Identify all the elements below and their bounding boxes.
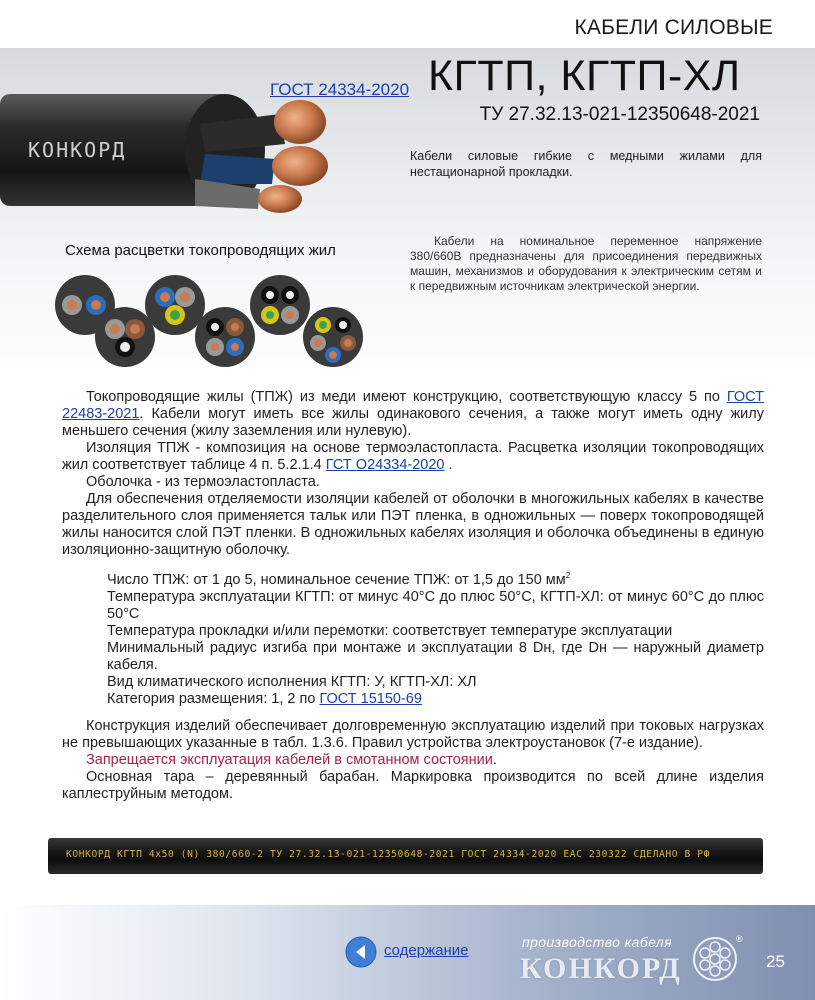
scheme-4-cores xyxy=(195,307,255,367)
spec-cores: Число ТПЖ: от 1 до 5, номинальное сечение ТПЖ: от 1,5 до 150 $мм^2$ xyxy=(107,571,571,588)
page-number: 25 xyxy=(766,952,785,971)
paragraph-durability: Конструкция изделий обеспечивает долговременную эксплуатацию изделий при токовых нагрузках не превышающих указанные в табл. 1.3.6. Правил устройства электроустановок (7-е издание). xyxy=(62,717,764,751)
spec-laying-temperature: Температура прокладки и/или перемотки: соответствует температуре эксплуатации xyxy=(107,622,673,639)
registered-mark: ® xyxy=(736,934,743,944)
gost-15150-link[interactable]: ГОСТ 15150-69 xyxy=(319,690,422,707)
gost-22483-link[interactable]: ГОСТ 22483-2021 xyxy=(62,389,764,422)
core-color-scheme xyxy=(45,275,385,375)
gost-24334-link[interactable]: ГСТ О24334-2020 xyxy=(325,457,445,473)
paragraph-packaging: Основная тара – деревянный барабан. Маркировка производится по всей длине изделия каплеструйным методом. xyxy=(62,768,764,802)
short-description: Кабели силовые гибкие с медными жилами для нестационарной прокладки. xyxy=(410,149,762,179)
spec-temperature: Температура эксплуатации КГТП: от минус 40°С до плюс 50°С, КГТП-ХЛ: от минус 60°С до плюс 50°С xyxy=(107,588,764,622)
spec-climate: Вид климатического исполнения КГТП: У, КГТП-ХЛ: ХЛ xyxy=(107,673,477,690)
spec-placement: Категория размещения: 1, 2 по ГОСТ 15150-69 xyxy=(107,690,422,707)
usage-description: Кабели на номинальное переменное напряжение 380/660В предназначены для присоединения передвижных машин, механизмов и оборудования к электрическим сетям и к передвижным источникам электрической энергии. xyxy=(410,234,762,293)
brand-logo-icon xyxy=(692,936,738,982)
paragraph-warning: Запрещается эксплуатация кабелей в смотанном состоянии. xyxy=(86,751,497,768)
paragraph-sheath: Оболочка - из термоэластопласта. xyxy=(86,474,320,490)
specs-list xyxy=(62,567,764,708)
spec-bend-radius: Минимальный радиус изгиба при монтаже и эксплуатации 8 Dн, где Dн — наружный диаметр кабеля. xyxy=(107,639,764,673)
paragraph-conductors: Токопроводящие жилы (ТПЖ) из меди имеют конструкцию, соответствующую классу 5 по ГОСТ 22483-2021. Кабели могут иметь все жилы одинакового сечения, а также могут иметь одну жилу меньшего сечения (жилу заземления или нулевую). xyxy=(62,389,764,439)
color-scheme-title: Схема расцветки токопроводящих жил xyxy=(65,242,336,259)
paragraph-insulation: Изоляция ТПЖ - композиция на основе термоэластопласта. Расцветка изоляции токопроводящих жил соответствует таблице 4 п. 5.2.1.4 ГСТ О24334-2020 . xyxy=(62,440,764,473)
gost-link[interactable]: ГОСТ 24334-2020 xyxy=(270,80,410,99)
cable-brand-text: КОНКОРД xyxy=(28,138,127,162)
tu-spec: ТУ 27.32.13-021-12350648-2021 xyxy=(479,104,760,125)
scheme-3-cores-ground xyxy=(145,275,205,335)
brand-logo-text: КОНКОРД xyxy=(520,952,682,985)
section-title: КАБЕЛИ СИЛОВЫЕ xyxy=(574,16,773,39)
back-arrow-icon[interactable] xyxy=(345,936,377,968)
top-bar xyxy=(0,0,815,48)
warning-text: Запрещается эксплуатация кабелей в смотанном состоянии xyxy=(86,751,493,768)
main-text xyxy=(62,389,764,803)
contents-link[interactable]: содержание xyxy=(384,942,469,959)
scheme-5-cores xyxy=(303,307,363,367)
production-label: производство кабеля xyxy=(522,934,672,950)
marking-text: КОНКОРД КГТП 4х50 (N) 380/660-2 ТУ 27.32.13-021-12350648-2021 ГОСТ 24334-2020 ЕАС 230322 СДЕЛАНО В РФ xyxy=(66,849,710,860)
cable-marking-strip xyxy=(48,838,763,874)
scheme-3-cores xyxy=(95,307,155,367)
paragraph-separation: Для обеспечения отделяемости изоляции кабелей от оболочки в многожильных кабелях в качестве разделительного слоя применяется тальк или ПЭТ пленка, в одножильных — поверх токопроводящей жилы наносится слой ПЭТ пленки. В одножильных кабелях изоляция и оболочка объединены в единую изоляционно-защитную оболочку. xyxy=(62,491,764,558)
scheme-4-cores-ground xyxy=(250,275,310,335)
cable-image xyxy=(0,84,360,216)
page-title: КГТП, КГТП-ХЛ xyxy=(428,52,741,100)
